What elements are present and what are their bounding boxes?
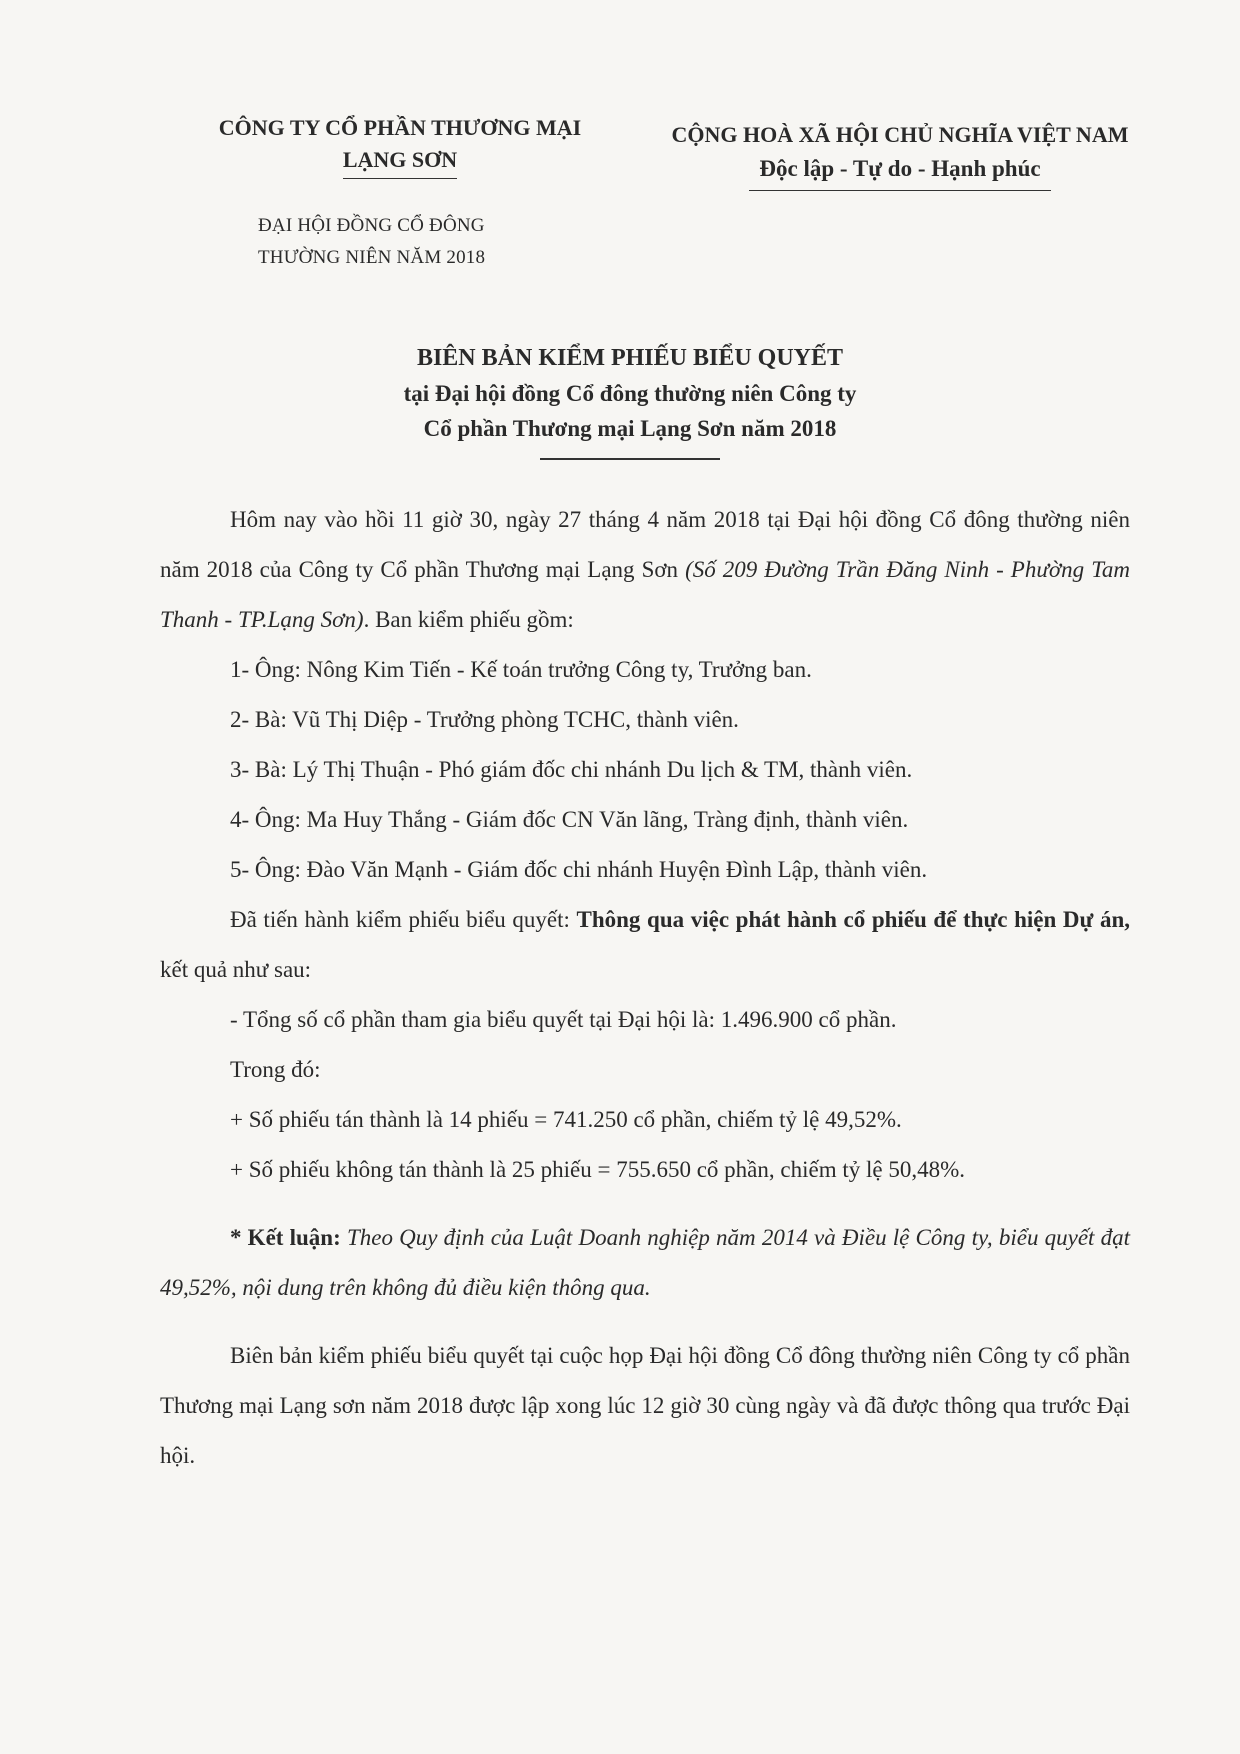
document-body: [160, 495, 1130, 1481]
member-item: 3- Bà: Lý Thị Thuận - Phó giám đốc chi nhánh Du lịch & TM, thành viên.: [230, 757, 913, 782]
meeting-line2: THƯỜNG NIÊN NĂM 2018: [258, 247, 486, 268]
company-name-line2: LẠNG SƠN: [343, 144, 457, 179]
intro-paragraph: [160, 495, 1130, 645]
member-item: 4- Ông: Ma Huy Thắng - Giám đốc CN Văn lãng, Tràng định, thành viên.: [230, 807, 909, 832]
vote-paragraph: [160, 895, 1130, 995]
national-header: [640, 118, 1160, 191]
meeting-header: [258, 210, 658, 274]
vote-tail: kết quả như sau:: [160, 957, 312, 982]
intro-tail: . Ban kiểm phiếu gồm:: [363, 607, 574, 632]
member-item: 5- Ông: Đào Văn Mạnh - Giám đốc chi nhánh Huyện Đình Lập, thành viên.: [230, 857, 928, 882]
conclusion-text: Theo Quy định của Luật Doanh nghiệp năm 2014 và Điều lệ Công ty, biểu quyết đạt 49,52%, nội dung trên không đủ điều kiện thông qua.: [160, 1225, 1131, 1300]
member-item: 1- Ông: Nông Kim Tiến - Kế toán trưởng Công ty, Trưởng ban.: [230, 657, 812, 682]
conclusion-paragraph: [160, 1213, 1130, 1313]
member-item: 2- Bà: Vũ Thị Diệp - Trưởng phòng TCHC, thành viên.: [230, 707, 739, 732]
country-name: CỘNG HOÀ XÃ HỘI CHỦ NGHĨA VIỆT NAM: [671, 122, 1129, 147]
title-line1: BIÊN BẢN KIỂM PHIẾU BIỂU QUYẾT: [416, 345, 844, 371]
vote-lead: Đã tiến hành kiểm phiếu biểu quyết:: [230, 907, 577, 932]
title-line3: Cổ phần Thương mại Lạng Sơn năm 2018: [423, 416, 837, 441]
spacer: [160, 1313, 1130, 1331]
company-header: [195, 112, 605, 179]
title-line2: tại Đại hội đồng Cổ đông thường niên Công ty: [403, 381, 857, 406]
company-name-line1: CÔNG TY CỔ PHẦN THƯƠNG MẠI: [218, 115, 582, 140]
spacer: [160, 1195, 1130, 1213]
vote-among: Trong đó:: [230, 1057, 321, 1082]
meeting-line1: ĐẠI HỘI ĐỒNG CỔ ĐÔNG: [258, 215, 485, 236]
vote-reject: + Số phiếu không tán thành là 25 phiếu = 755.650 cổ phần, chiếm tỷ lệ 50,48%.: [230, 1157, 965, 1182]
conclusion-label: * Kết luận:: [230, 1225, 341, 1250]
title-underline: [540, 458, 720, 460]
intro-address: (Số 209 Đường Trần Đăng Ninh - Phường Tam Thanh - TP.Lạng Sơn): [160, 557, 1130, 632]
intro-text: Hôm nay vào hồi 11 giờ 30, ngày 27 tháng 4 năm 2018 tại Đại hội đồng Cổ đông thường niên năm 2018 của Công ty Cổ phần Thương mại Lạng Sơn: [160, 507, 1130, 582]
national-motto: Độc lập - Tự do - Hạnh phúc: [749, 152, 1050, 191]
vote-total: - Tổng số cổ phần tham gia biểu quyết tại Đại hội là: 1.496.900 cổ phần.: [230, 1007, 897, 1032]
closing-paragraph: Biên bản kiểm phiếu biểu quyết tại cuộc họp Đại hội đồng Cổ đông thường niên Công ty cổ phần Thương mại Lạng sơn năm 2018 được lập xong lúc 12 giờ 30 cùng ngày và đã được thông qua trước Đại hội.: [160, 1343, 1130, 1468]
vote-subject: Thông qua việc phát hành cổ phiếu để thực hiện Dự án,: [576, 907, 1130, 932]
vote-approve: + Số phiếu tán thành là 14 phiếu = 741.250 cổ phần, chiếm tỷ lệ 49,52%.: [230, 1107, 902, 1132]
document-title: [300, 340, 960, 460]
